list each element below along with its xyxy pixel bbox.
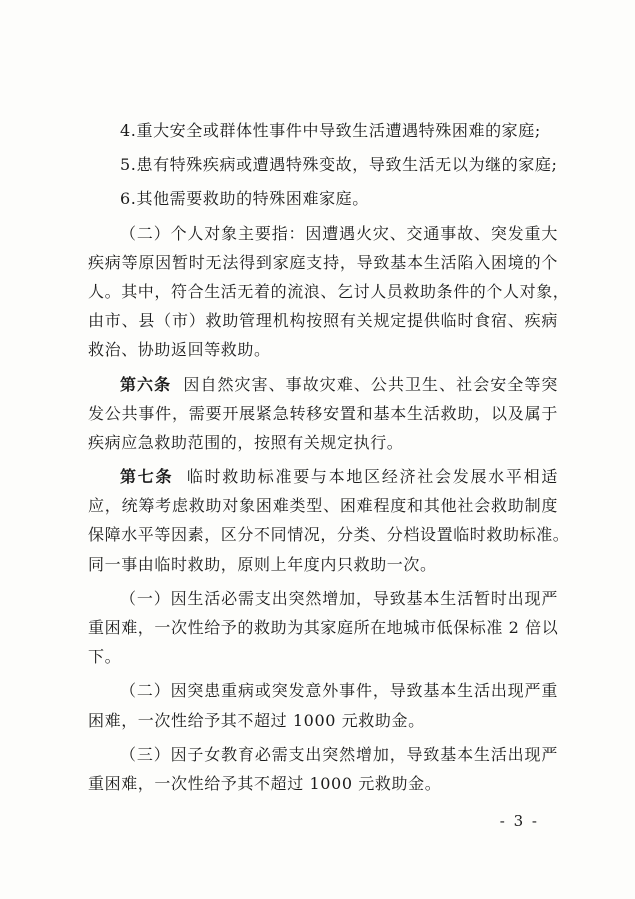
- text-line: 6.其他需要救助的特殊困难家庭。: [120, 189, 369, 209]
- text-line: [88, 370, 558, 399]
- text-line: 下。: [88, 647, 122, 667]
- article-label: 第六条: [120, 374, 172, 394]
- article-six: [88, 370, 558, 458]
- article-text: 因自然灾害、事故灾难、公共卫生、社会安全等突: [183, 374, 558, 394]
- paragraph-item-6: [88, 184, 558, 213]
- paragraph-item-4: [88, 116, 558, 145]
- text-line: （二）个人对象主要指：因遭遇火灾、交通事故、突发重大: [120, 223, 558, 243]
- page-number: - 3 -: [499, 812, 539, 830]
- text-line: 4.重大安全或群体性事件中导致生活遭遇特殊困难的家庭;: [120, 121, 541, 140]
- document-body: [88, 116, 570, 798]
- article-seven: [88, 462, 570, 579]
- text-line: 救治、协助返回等救助。: [88, 340, 271, 360]
- text-line: 困难，一次性给予其不超过 1000 元救助金。: [88, 710, 425, 730]
- text-line: 疾病应急救助范围的，按照有关规定执行。: [88, 432, 404, 452]
- paragraph-standard-two: [88, 676, 558, 734]
- text-line: 疾病等原因暂时无法得到家庭支持，导致基本生活陷入困境的个: [88, 252, 558, 272]
- text-line: （一）因生活必需支出突然增加，导致基本生活暂时出现严: [120, 588, 558, 608]
- text-line: 应，统筹考虑救助对象困难类型、困难程度和其他社会救助制度: [88, 496, 558, 516]
- text-line: （三）因子女教育必需支出突然增加，导致基本生活出现严: [120, 744, 558, 764]
- text-line: 5.患有特殊疾病或遭遇特殊变故，导致生活无以为继的家庭;: [120, 155, 558, 175]
- text-line: 由市、县（市）救助管理机构按照有关规定提供临时食宿、疾病: [88, 311, 558, 331]
- paragraph-standard-one: [88, 584, 558, 672]
- paragraph-individual-objects: [88, 219, 570, 365]
- text-line: 同一事由临时救助，原则上年度内只救助一次。: [88, 554, 437, 574]
- text-line: 重困难，一次性给予的救助为其家庭所在地城市低保标准 2 倍以: [88, 618, 559, 637]
- text-line: [88, 462, 558, 491]
- text-line: 人。其中，符合生活无着的流浪、乞讨人员救助条件的个人对象，: [88, 281, 570, 301]
- paragraph-item-5: [88, 150, 558, 179]
- text-line: 重困难，一次性给予其不超过 1000 元救助金。: [88, 773, 442, 793]
- article-label: 第七条: [120, 467, 174, 487]
- text-line: 保障水平等因素，区分不同情况，分类、分档设置临时救助标准。: [88, 525, 570, 545]
- article-text: 临时救助标准要与本地区经济社会发展水平相适: [186, 467, 558, 487]
- paragraph-standard-three: [88, 740, 558, 798]
- text-line: （二）因突患重病或突发意外事件，导致基本生活出现严重: [120, 681, 558, 701]
- text-line: 发公共事件，需要开展紧急转移安置和基本生活救助，以及属于: [88, 403, 558, 423]
